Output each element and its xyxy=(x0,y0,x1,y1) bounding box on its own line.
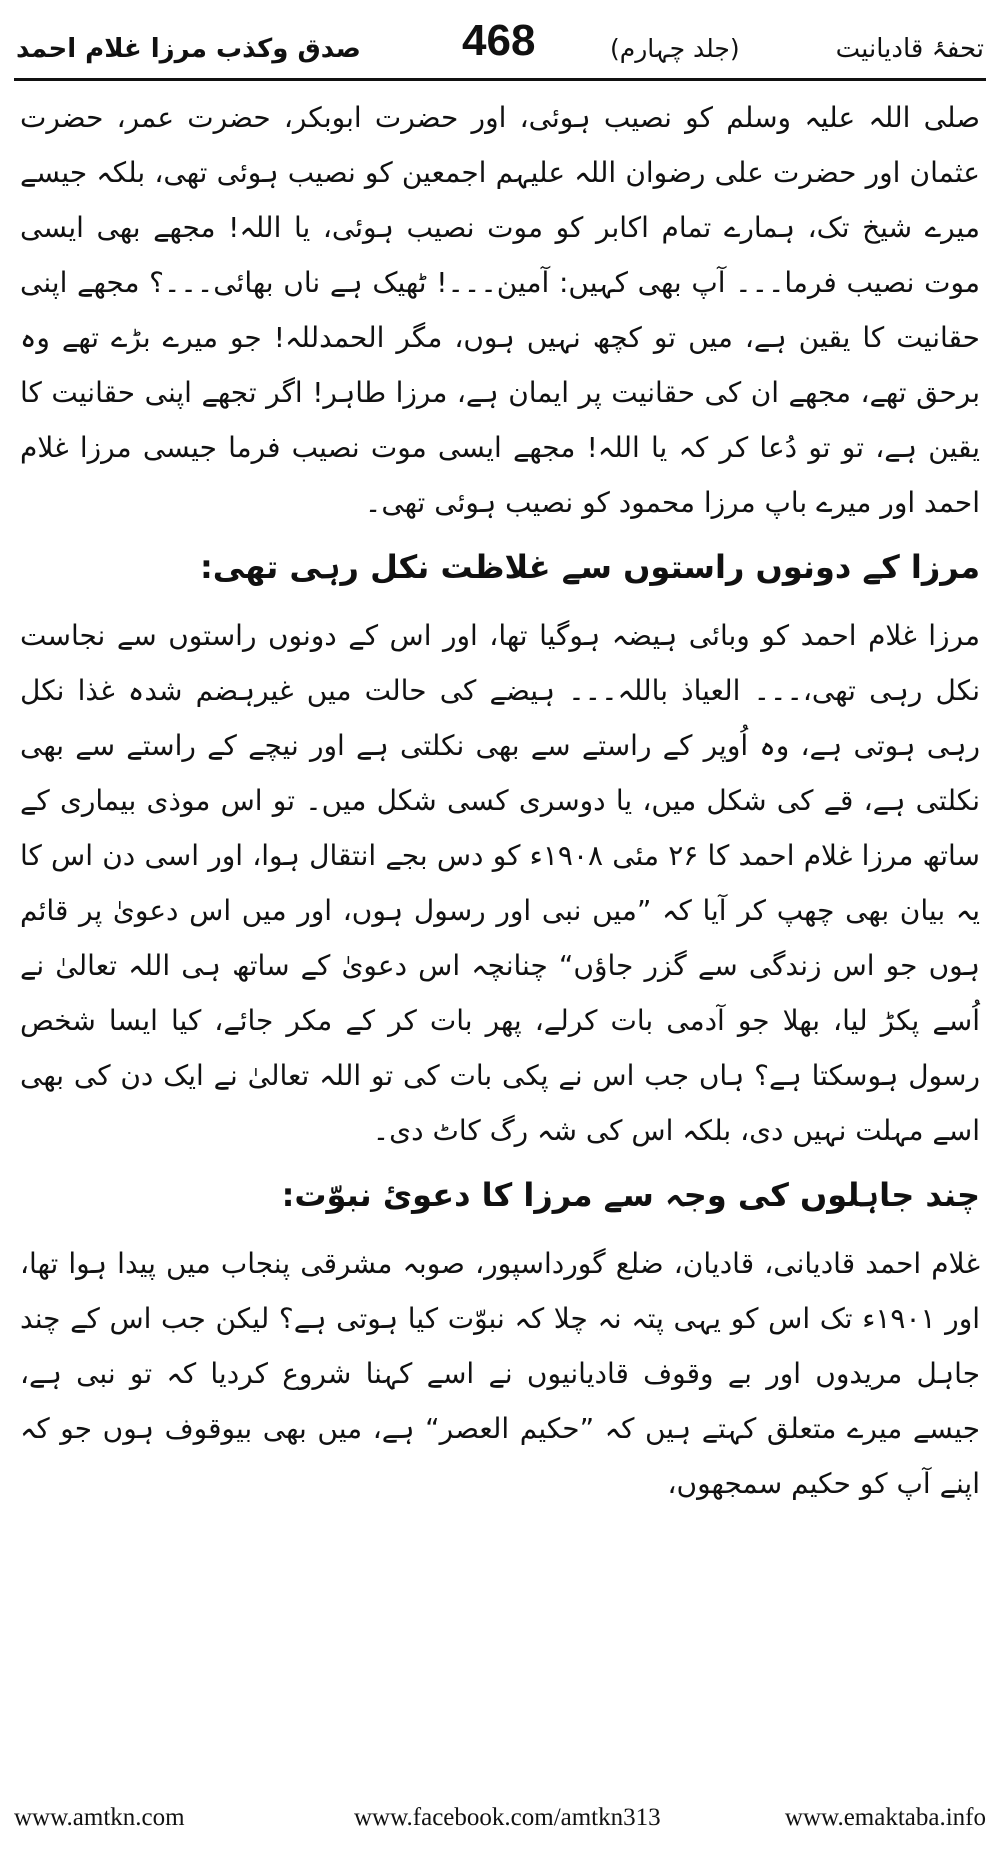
page-body xyxy=(20,90,980,1511)
footer-link-facebook[interactable]: www.facebook.com/amtkn313 xyxy=(354,1804,661,1831)
paragraph-1: صلی اللہ علیہ وسلم کو نصیب ہوئی، اور حضرت ابوبکر، حضرت عمر، حضرت عثمان اور حضرت علی رضوان اللہ علیہم اجمعین کو نصیب ہوئی تھی، بلکہ جیسے میرے شیخ تک، ہمارے تمام اکابر کو موت نصیب ہوئی، یا اللہ! مجھے بھی ایسی موت نصیب فرما۔۔۔ آپ بھی کہیں: آمین۔۔۔! ٹھیک ہے ناں بھائی۔۔۔؟ مجھے اپنی حقانیت کا یقین ہے، میں تو کچھ نہیں ہوں، مگر الحمدللہ! جو میرے بڑے تھے وہ برحق تھے، مجھے ان کی حقانیت پر ایمان ہے، مرزا طاہر! اگر تجھے اپنی حقانیت کا یقین ہے، تو تو دُعا کر کہ یا اللہ! مجھے ایسی موت نصیب فرما جیسی مرزا غلام احمد اور میرے باپ مرزا محمود کو نصیب ہوئی تھی۔ xyxy=(20,101,980,519)
section-heading-2-text: چند جاہلوں کی وجہ سے مرزا کا دعویٔ نبوّت: xyxy=(281,1176,980,1214)
page-header xyxy=(14,16,986,81)
paragraph-2: مرزا غلام احمد کو وبائی ہیضہ ہوگیا تھا، اور اس کے دونوں راستوں سے نجاست نکل رہی تھی،۔۔۔ العیاذ باللہ۔۔۔ ہیضے کی حالت میں غیرہضم شدہ غذا نکل رہی ہوتی ہے، وہ اُوپر کے راستے سے بھی نکلتی ہے اور نیچے کے راستے سے بھی نکلتی ہے، قے کی شکل میں، یا دوسری کسی شکل میں۔ تو اس موذی بیماری کے ساتھ مرزا غلام احمد کا ۲۶ مئی ۱۹۰۸ء کو دس بجے انتقال ہوا، اور اسی دن اس کا یہ بیان بھی چھپ کر آیا کہ ”میں نبی اور رسول ہوں، اور میں اس دعویٰ پر قائم ہوں جو اس زندگی سے گزر جاؤں“ چنانچہ اس دعویٰ کے ساتھ ہی اللہ تعالیٰ نے اُسے پکڑ لیا، بھلا جو آدمی بات کرلے، پھر بات کر کے مکر جائے، کیا ایسا شخص رسول ہوسکتا ہے؟ ہاں جب اس نے پکی بات کی تو اللہ تعالیٰ نے ایک دن کی بھی اسے مہلت نہیں دی، بلکہ اس کی شہ رگ کاٹ دی۔ xyxy=(20,619,981,1147)
section-heading-2 xyxy=(20,1164,980,1226)
page-number: 468 xyxy=(462,16,536,65)
footer-link-amtkn[interactable]: www.amtkn.com xyxy=(14,1804,185,1831)
section-heading-1-text: مرزا کے دونوں راستوں سے غلاظت نکل رہی تھی: xyxy=(199,548,980,586)
volume-label: (جلد چہارم) xyxy=(610,34,740,63)
running-title-left: صدق وکذب مرزا غلام احمد xyxy=(16,34,361,64)
paragraph-3: غلام احمد قادیانی، قادیان، ضلع گورداسپور، صوبہ مشرقی پنجاب میں پیدا ہوا تھا، اور ۱۹۰۱ء تک اس کو یہی پتہ نہ چلا کہ نبوّت کیا ہوتی ہے؟ لیکن جب اس کے چند جاہل مریدوں اور بے وقوف قادیانیوں نے اسے کہنا شروع کردیا کہ تو نبی ہے، جیسے میرے متعلق کہتے ہیں کہ ”حکیم العصر“ ہے، میں بھی بیوقوف ہوں جو کہ اپنے آپ کو حکیم سمجھوں، xyxy=(20,1247,980,1500)
footer-link-emaktaba[interactable]: www.emaktaba.info xyxy=(784,1804,986,1831)
page-footer xyxy=(14,1804,986,1838)
running-title-right: تحفۂ قادیانیت xyxy=(835,34,984,64)
section-heading-1 xyxy=(20,536,980,598)
